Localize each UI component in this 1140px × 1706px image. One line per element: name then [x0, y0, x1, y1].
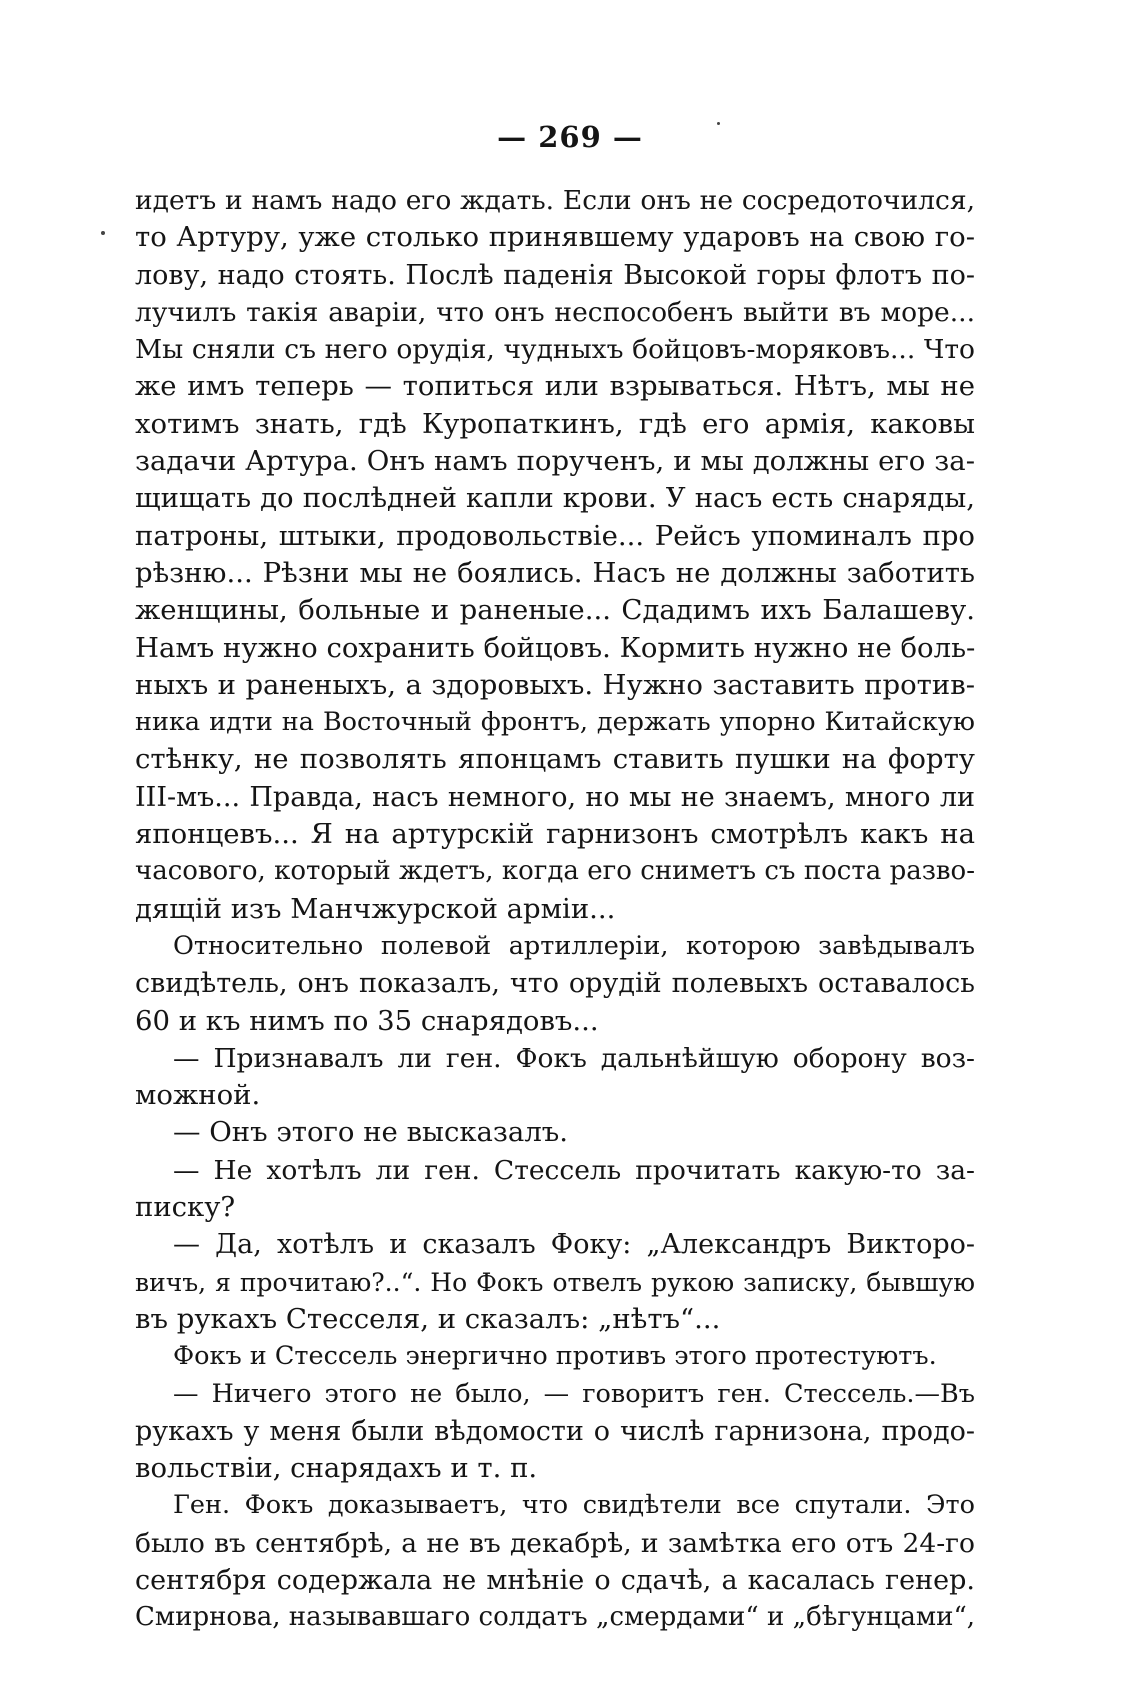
text-line: женщины, больные и раненые... Сдадимъ ихъ Балашеву. — [135, 594, 975, 627]
text-line: дящій изъ Манчжурской арміи... — [135, 892, 616, 925]
text-line: вичъ, я прочитаю?..“. Но Фокъ отвелъ рукою записку, бывшую — [135, 1267, 975, 1297]
text-line: задачи Артура. Онъ намъ порученъ, и мы должны его за- — [135, 445, 975, 478]
text-line: — Да, хотѣлъ и сказалъ Фоку: „Александръ Викторо- — [173, 1229, 975, 1261]
text-line: идетъ и намъ надо его ждать. Если онъ не сосредоточился, — [135, 185, 975, 216]
text-line: — Признавалъ ли ген. Фокъ дальнѣйшую оборону воз- — [173, 1042, 975, 1074]
text-line: въ рукахъ Стесселя, и сказалъ: „нѣтъ“... — [135, 1302, 721, 1335]
print-speck — [101, 231, 105, 235]
text-line: же имъ теперь — топиться или взрываться. Нѣтъ, мы не — [135, 370, 975, 403]
text-line: стѣнку, не позволять японцамъ ставить пушки на форту — [135, 743, 975, 776]
text-line: ныхъ и раненыхъ, а здоровыхъ. Нужно заставить против- — [135, 668, 975, 701]
page-number: — 269 — — [497, 120, 643, 154]
body-text — [135, 182, 975, 1637]
text-line: Фокъ и Стессель энергично противъ этого протестуютъ. — [173, 1341, 937, 1372]
text-line: хотимъ знать, гдѣ Куропаткинъ, гдѣ его армія, каковы — [135, 407, 975, 440]
text-line: часового, который ждетъ, когда его сниметъ съ поста разво- — [135, 856, 975, 887]
text-line: рѣзню... Рѣзни мы не боялись. Насъ не должны заботить — [135, 556, 975, 589]
text-line: вольствіи, снарядахъ и т. п. — [135, 1452, 538, 1485]
text-line: Ген. Фокъ доказываетъ, что свидѣтели все спутали. Это — [173, 1490, 975, 1521]
text-line: ника идти на Восточный фронтъ, держать упорно Китайскую — [135, 707, 975, 738]
text-line: можной. — [135, 1079, 261, 1112]
text-line: Относительно полевой артиллеріи, которою завѣдывалъ — [173, 930, 975, 961]
text-line: 60 и къ нимъ по 35 снарядовъ... — [135, 1004, 599, 1037]
print-speck — [717, 122, 720, 125]
text-line: щищать до послѣдней капли крови. У насъ есть снаряды, — [135, 482, 975, 515]
text-line: рукахъ у меня были вѣдомости о числѣ гарнизона, продо- — [135, 1415, 975, 1447]
text-line: III-мъ... Правда, насъ немного, но мы не знаемъ, много ли — [135, 781, 975, 813]
text-line: свидѣтель, онъ показалъ, что орудій полевыхъ оставалось — [135, 968, 975, 1000]
text-line: то Артуру, уже столько принявшему ударовъ на свою го- — [135, 221, 975, 254]
text-line: лову, надо стоять. Послѣ паденія Высокой горы флотъ по- — [135, 259, 975, 291]
text-line: было въ сентябрѣ, а не въ декабрѣ, и замѣтка его отъ 24-го — [135, 1527, 975, 1559]
text-line: Смирнова, называвшаго солдатъ „смердами“ и „бѣгунцами“, — [135, 1602, 975, 1633]
text-line: патроны, штыки, продовольствіе... Рейсъ упоминалъ про — [135, 519, 975, 552]
text-line: сентября содержала не мнѣніе о сдачѣ, а касалась генер. — [135, 1564, 975, 1596]
text-line: Мы сняли съ него орудія, чудныхъ бойцовъ-моряковъ... Что — [135, 334, 975, 366]
text-line: японцевъ... Я на артурскій гарнизонъ смотрѣлъ какъ на — [135, 818, 975, 851]
text-line: Намъ нужно сохранить бойцовъ. Кормить нужно не боль- — [135, 631, 976, 664]
text-line: — Онъ этого не высказалъ. — [173, 1116, 569, 1149]
text-line: лучилъ такія аваріи, что онъ неспособенъ выйти въ море... — [135, 296, 975, 328]
text-line: — Ничего этого не было, — говоритъ ген. Стессель.—Въ — [173, 1378, 975, 1409]
text-line: писку? — [135, 1191, 236, 1224]
text-line: — Не хотѣлъ ли ген. Стессель прочитать какую-то за- — [173, 1154, 975, 1186]
